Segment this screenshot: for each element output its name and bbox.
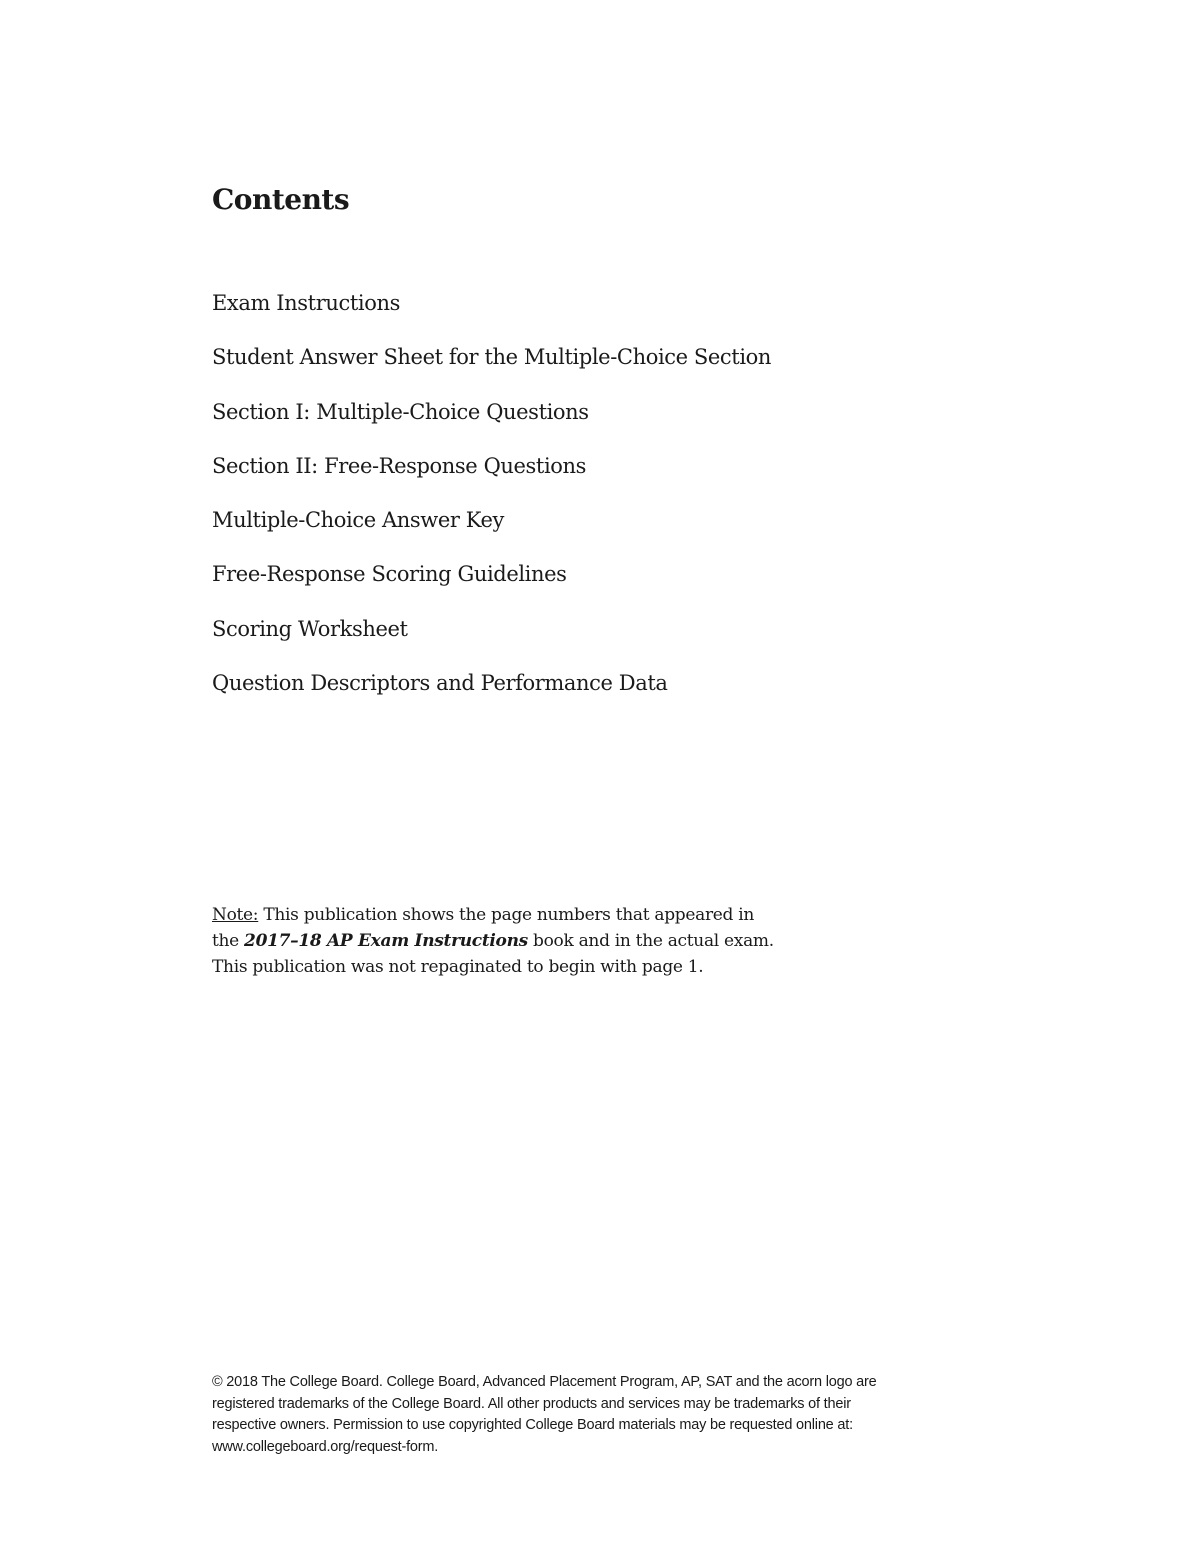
note-line-2-post: book and in the actual exam. [527,931,774,951]
page-title: Contents [212,183,350,216]
table-of-contents [212,286,771,720]
footer-line-4: www.collegeboard.org/request-form. [212,1438,439,1455]
publication-note [212,902,852,980]
toc-item-section-ii: Section II: Free-Response Questions [212,453,587,478]
toc-item-scoring-worksheet: Scoring Worksheet [212,616,408,641]
toc-item-section-i: Section I: Multiple-Choice Questions [212,399,589,424]
footer-line-2: registered trademarks of the College Board. All other products and services may be trademarks of their [212,1395,851,1412]
toc-item-answer-key: Multiple-Choice Answer Key [212,508,504,533]
toc-item-scoring-guidelines: Free-Response Scoring Guidelines [212,562,567,587]
note-line-1 [212,902,852,928]
note-line-2 [212,928,852,954]
note-line-2-pre: the [212,931,245,951]
toc-item-exam-instructions: Exam Instructions [212,291,400,315]
toc-item-student-answer-sheet: Student Answer Sheet for the Multiple-Choice Section [212,345,772,370]
note-line-3: This publication was not repaginated to begin with page 1. [212,957,704,977]
toc-item-question-descriptors: Question Descriptors and Performance Data [212,671,668,696]
note-book-title: 2017–18 AP Exam Instructions [244,931,528,951]
footer-line-1: © 2018 The College Board. College Board, Advanced Placement Program, AP, SAT and the acorn logo are [212,1374,877,1390]
note-line-1-text: This publication shows the page numbers that appeared in [258,905,755,925]
copyright-footer [212,1372,972,1458]
footer-line-3: respective owners. Permission to use copyrighted College Board materials may be requested online at: [212,1417,853,1433]
note-label: Note: [212,905,259,925]
